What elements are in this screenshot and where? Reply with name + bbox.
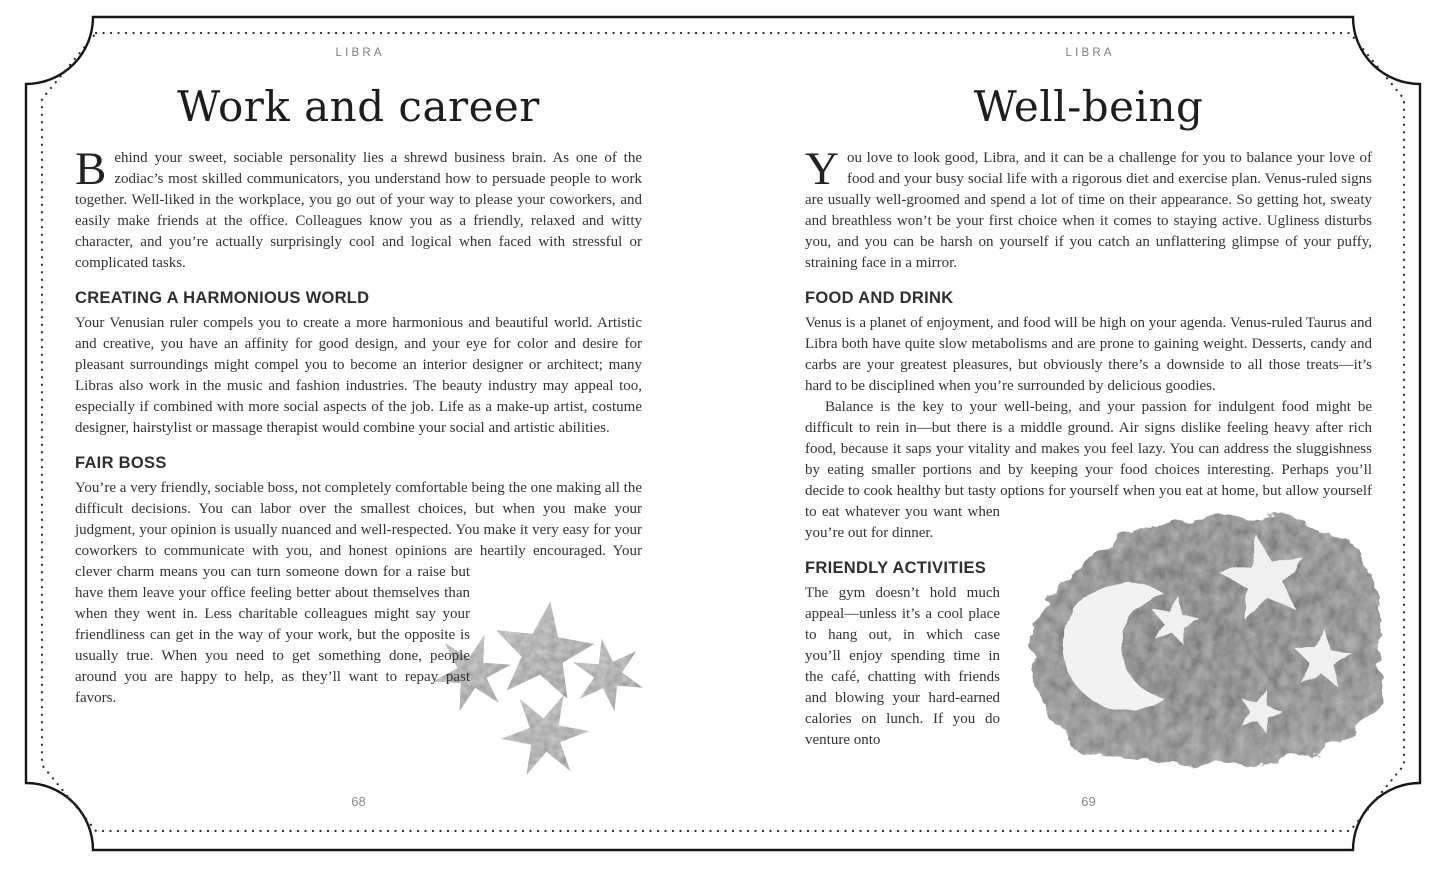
section-heading: CREATING A HARMONIOUS WORLD bbox=[75, 289, 370, 307]
section-paragraph bbox=[75, 478, 642, 709]
running-head: LIBRA bbox=[1065, 47, 1115, 59]
paragraph-text: allow yourself to eat whatever you want when you’re out for dinner. bbox=[805, 483, 1372, 541]
section-paragraph: The gym doesn’t hold much appeal—unless it’s a cool place to hang out, in which case you’ll enjoy spending time in the café, chatting with friends and blowing your hard-earned calories on lunch. If you do venture onto bbox=[805, 585, 1000, 748]
section-heading: FAIR BOSS bbox=[75, 454, 167, 472]
drop-cap: B bbox=[75, 143, 107, 195]
section-paragraph: Venus is a planet of enjoyment, and food will be high on your agenda. Venus-ruled Taurus and Libra both have quite slow metabolisms and are prone to gaining weight. Desserts, candy and carbs are your greatest pleasures, but obviously there’s a downside to all those treats—it’s hard to be disciplined when you’re surrounded by delicious goodies. bbox=[805, 315, 1372, 394]
paragraph-text: but have them leave your office feeling better about themselves than when they went in. Less charitable colleagues might say your friendliness can get in the way of your work, but the opposite is usually true. When you need to get something done, people around you are happy to help, as they’ll want to repay past favors. bbox=[75, 564, 470, 706]
paragraph-text: Balance is the key to your well-being, and your passion for indulgent food might be difficult to rein in—but there is a middle ground. Air signs dislike feeling heavy after rich food, because it saps your vitality and makes you feel lazy. You can address the sluggishness by eating smaller portions and by keeping your food choices interesting. Perhaps you’ll decide to cook healthy but tasty options for yourself when you eat at home, but bbox=[805, 399, 1372, 499]
section-heading: FOOD AND DRINK bbox=[805, 289, 954, 307]
intro-paragraph bbox=[75, 143, 642, 274]
section-heading: FRIENDLY ACTIVITIES bbox=[805, 559, 987, 577]
moon-illustration-wrap-spacer bbox=[1000, 502, 1372, 780]
drop-cap: Y bbox=[805, 143, 839, 195]
page-title: Work and career bbox=[177, 82, 540, 131]
section-paragraph: Your Venusian ruler compels you to create a more harmonious and beautiful world. Artistic and creative, you have an affinity for good design, and your eye for color and desire for pleasant surroundings might compel you to become an interior designer or architect; many Libras also work in the music and fashion industries. The beauty industry may appeal too, especially if combined with more social aspects of the job. Life as a make-up artist, costume designer, hairstylist or massage therapist would combine your social and artistic abilities. bbox=[75, 315, 642, 436]
running-head: LIBRA bbox=[335, 47, 385, 59]
intro-paragraph bbox=[805, 143, 1372, 274]
page-number: 69 bbox=[1081, 794, 1096, 809]
right-page bbox=[805, 46, 1372, 780]
paragraph-text: You’re a very friendly, sociable boss, not completely comfortable being the one making all the difficult decisions. You can labor over the smallest choices, but when you make your judgment, your opinion is usually nuanced and well-respected. You make it very easy for your coworkers to communicate with you, and honest opinions are heartily encouraged. Your clever charm means you can turn someone down for a raise bbox=[75, 480, 642, 580]
intro-text: ehind your sweet, sociable personality lies a shrewd business brain. As one of the zodiac’s most skilled communicators, you understand how to persuade people to work together. Well-liked in the workplace, you go out of your way to please your coworkers, and easily make friends at the office. Colleagues know you as a friendly, relaxed and witty character, and you’re actually surprisingly cool and logical when faced with stressful or complicated tasks. bbox=[75, 150, 642, 271]
intro-text: ou love to look good, Libra, and it can be a challenge for you to balance your love of food and your busy social life with a rigorous diet and exercise plan. Venus-ruled signs are usually well-groomed and spend a lot of time on their appearance. So getting hot, sweaty and breathless won’t be your first choice when it comes to staying active. Ugliness disturbs you, and you can be harsh on yourself if you catch an unflattering glimpse of your puffy, straining face in a mirror. bbox=[805, 150, 1372, 271]
section-paragraph bbox=[805, 397, 1372, 544]
page-number: 68 bbox=[351, 794, 366, 809]
left-page bbox=[75, 46, 642, 744]
page-title: Well-being bbox=[973, 82, 1204, 131]
stars-illustration-wrap-spacer bbox=[470, 562, 642, 744]
